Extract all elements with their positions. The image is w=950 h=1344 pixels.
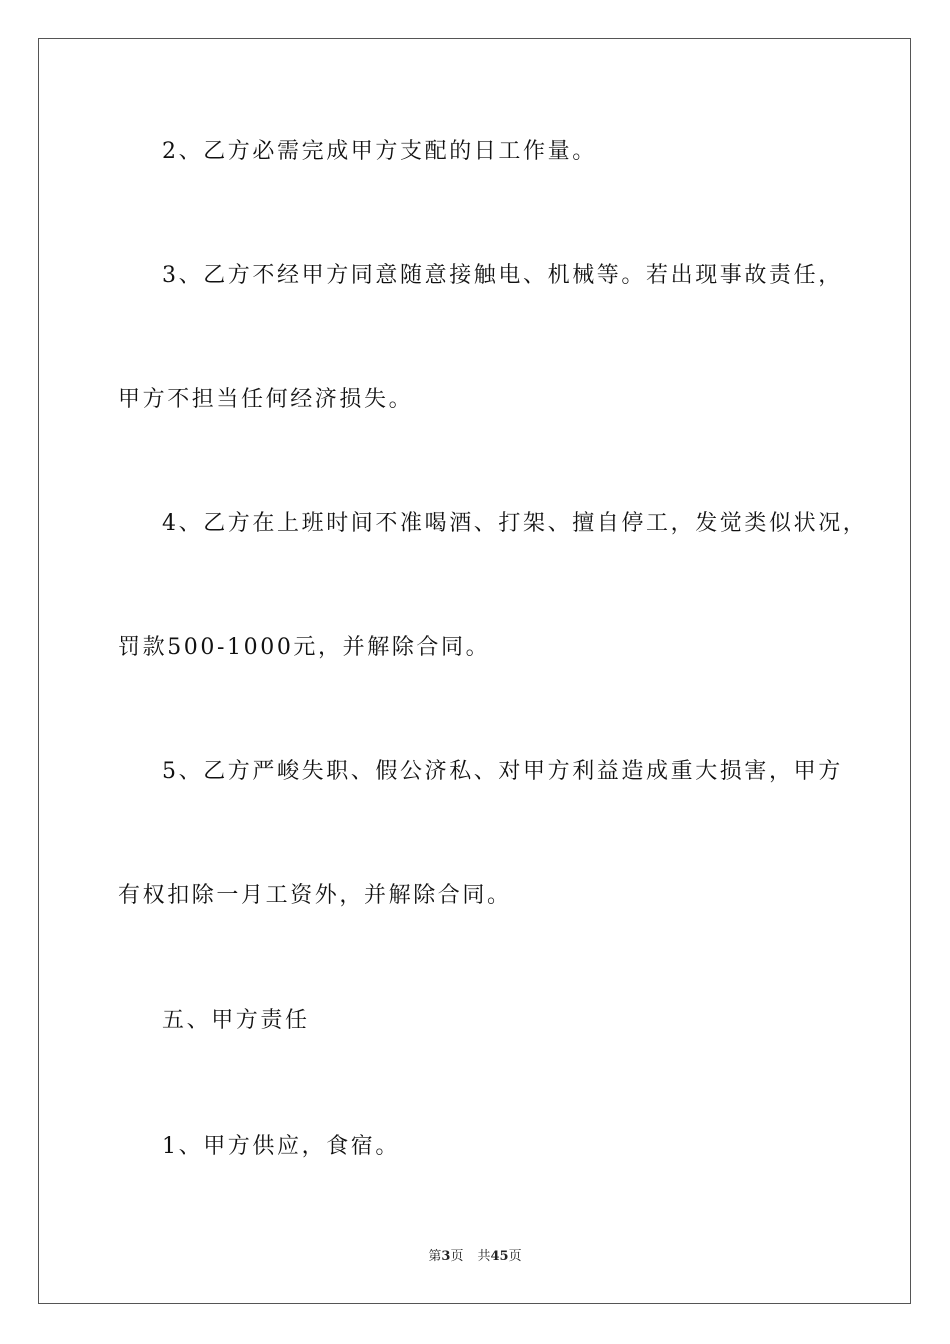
paragraph-line: 甲方不担当任何经济损失。 [118,387,414,412]
footer-page-prefix: 第 [428,1249,442,1264]
footer-page-number: 3 [441,1249,451,1264]
paragraph-line: 2、乙方必需完成甲方支配的日工作量。 [162,139,597,164]
footer-total-prefix: 共 [477,1249,491,1264]
paragraph-line: 3、乙方不经甲方同意随意接触电、机械等。若出现事故责任， [162,263,843,288]
page-frame [38,38,911,1304]
page-footer [0,1245,950,1264]
paragraph-line: 4、乙方在上班时间不准喝酒、打架、擅自停工，发觉类似状况， [162,511,868,536]
paragraph-line: 5、乙方严峻失职、假公济私、对甲方利益造成重大损害，甲方 [162,759,843,784]
paragraph-line: 有权扣除一月工资外，并解除合同。 [118,883,512,908]
footer-total-suffix: 页 [508,1249,522,1264]
section-heading: 五、甲方责任 [162,1008,310,1033]
footer-total-number: 45 [490,1249,509,1264]
paragraph-line: 罚款500-1000元，并解除合同。 [118,635,491,660]
paragraph-line: 1、甲方供应，食宿。 [162,1134,400,1159]
footer-page-suffix: 页 [450,1249,464,1264]
